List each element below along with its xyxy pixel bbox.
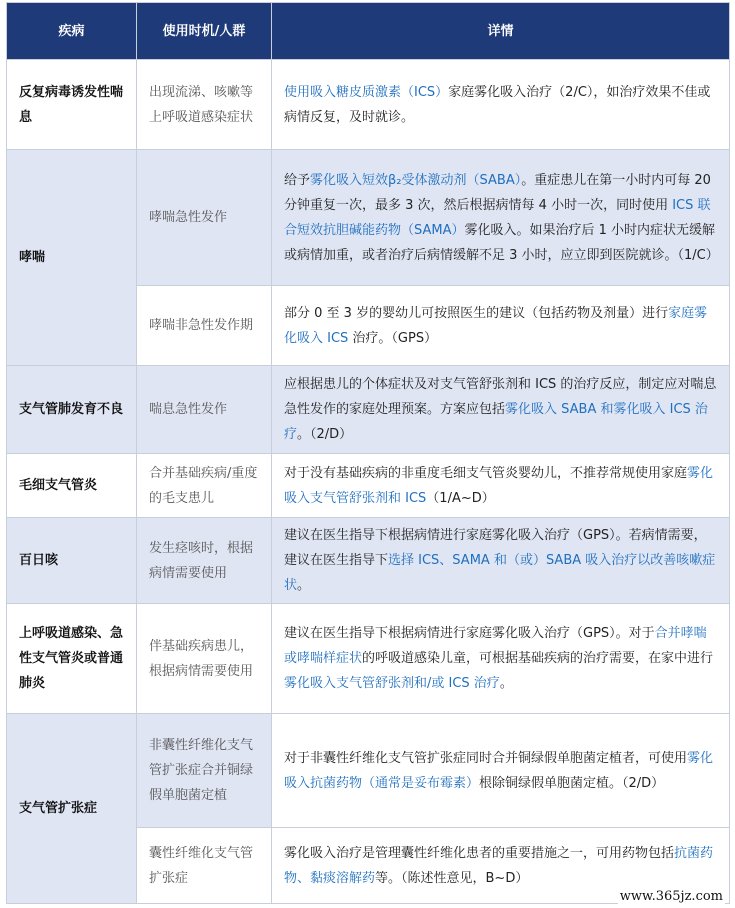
header-detail: 详情 (272, 3, 730, 60)
highlight-text: 家庭雾化吸入 ICS (284, 305, 708, 346)
detail-cell (272, 150, 730, 286)
timing-cell: 非囊性纤维化支气管扩张症合并铜绿假单胞菌定植 (137, 714, 272, 828)
disease-cell: 百日咳 (7, 518, 137, 604)
detail-text: 应根据患儿的个体症状及对支气管舒张剂和 ICS 的治疗反应，制定应对喘息急性发作的家庭处理预案。方案应包括 (284, 377, 717, 417)
highlight-text: ICS 联合短效抗胆碱能药物（SAMA） (284, 197, 711, 238)
disease-cell: 支气管扩张症 (7, 714, 137, 904)
timing-cell: 喘息急性发作 (137, 366, 272, 454)
highlight-text: 雾化吸入支气管舒张剂和 ICS (284, 465, 714, 506)
table-row (7, 518, 730, 604)
detail-text: 建议在医生指导下根据病情进行家庭雾化吸入治疗（GPS）。若病情需要，建议在医生指导下 (284, 528, 707, 568)
detail-text: 对于非囊性纤维化支气管扩张症同时合并铜绿假单胞菌定植者，可使用 (284, 750, 688, 766)
disease-cell: 反复病毒诱发性喘息 (7, 60, 137, 150)
detail-text: 的呼吸道感染儿童，可根据基础疾病的治疗需要，在家中进行 (362, 651, 714, 666)
detail-text: 给予 (284, 172, 311, 188)
timing-cell: 哮喘非急性发作期 (137, 286, 272, 366)
highlight-text: 抗菌药物、黏痰溶解药 (284, 845, 714, 886)
highlight-text: 雾化吸入短效β₂受体激动剂（SABA） (310, 172, 522, 188)
detail-cell (272, 604, 730, 714)
highlight-text: 选择 ICS、SAMA 和（或）SABA 吸入治疗以改善咳嗽症状 (284, 553, 716, 593)
detail-text: 等。（陈述性意见，B~D） (375, 870, 529, 886)
disease-cell: 支气管肺发育不良 (7, 366, 137, 454)
detail-text: 雾化吸入治疗是管理囊性纤维化患者的重要措施之一，可用药物包括 (284, 845, 675, 861)
detail-text: 家庭雾化吸入治疗（2/C），如治疗效果不佳或病情反复，及时就诊。 (284, 84, 711, 125)
table-row (7, 60, 730, 150)
detail-text: 。 (499, 676, 513, 691)
timing-cell: 发生痉咳时，根据病情需要使用 (137, 518, 272, 604)
disease-cell: 毛细支气管炎 (7, 454, 137, 518)
detail-cell (272, 286, 730, 366)
detail-text: 部分 0 至 3 岁的婴幼儿可按照医生的建议（包括药物及剂量）进行 (284, 305, 669, 321)
detail-text: 。重症患儿在第一小时内可每 20 分钟重复一次，最多 3 次，然后根据病情每 4 小时一次，同时使用 (284, 172, 711, 213)
detail-cell (272, 714, 730, 828)
disease-cell: 上呼吸道感染、急性支气管炎或普通肺炎 (7, 604, 137, 714)
timing-cell: 出现流涕、咳嗽等上呼吸道感染症状 (137, 60, 272, 150)
detail-text: 。 (297, 578, 311, 593)
detail-text: 。（2/D） (297, 427, 353, 442)
table-row (7, 714, 730, 828)
detail-cell (272, 454, 730, 518)
detail-text: （1/A~D） (426, 490, 495, 506)
table-row (7, 366, 730, 454)
detail-cell (272, 518, 730, 604)
highlight-text: 雾化吸入 SABA 和雾化吸入 ICS 治疗 (284, 402, 708, 442)
detail-text: 治疗。（GPS） (348, 330, 438, 346)
table-row (7, 454, 730, 518)
table-row (7, 150, 730, 286)
detail-text: 雾化吸入。如果治疗后 1 小时内症状无缓解或病情加重，或者治疗后病情缓解不足 3 小时，应立即到医院就诊。（1/C） (284, 222, 719, 263)
highlight-text: 使用吸入糖皮质激素（ICS） (284, 84, 449, 100)
detail-text: 根除铜绿假单胞菌定植。（2/D） (479, 775, 665, 791)
header-disease: 疾病 (7, 3, 137, 60)
detail-text: 对于没有基础疾病的非重度毛细支气管炎婴幼儿，不推荐常规使用家庭 (284, 465, 688, 481)
detail-cell (272, 60, 730, 150)
timing-cell: 合并基础疾病/重度的毛支患儿 (137, 454, 272, 518)
site-watermark: www.365jz.com (619, 889, 723, 904)
detail-cell (272, 366, 730, 454)
timing-cell: 伴基础疾病患儿，根据病情需要使用 (137, 604, 272, 714)
highlight-text: 雾化吸入支气管舒张剂和/或 ICS 治疗 (284, 676, 500, 691)
header-timing: 使用时机/人群 (137, 3, 272, 60)
timing-cell: 囊性纤维化支气管扩张症 (137, 828, 272, 904)
timing-cell: 哮喘急性发作 (137, 150, 272, 286)
table-header-row (7, 3, 730, 60)
recommendation-table (6, 2, 730, 904)
highlight-text: 合并哮喘或哮喘样症状 (284, 626, 707, 666)
table-row (7, 604, 730, 714)
disease-cell: 哮喘 (7, 150, 137, 366)
detail-text: 建议在医生指导下根据病情进行家庭雾化吸入治疗（GPS）。对于 (284, 626, 655, 641)
highlight-text: 雾化吸入抗菌药物（通常是妥布霉素） (284, 750, 714, 791)
